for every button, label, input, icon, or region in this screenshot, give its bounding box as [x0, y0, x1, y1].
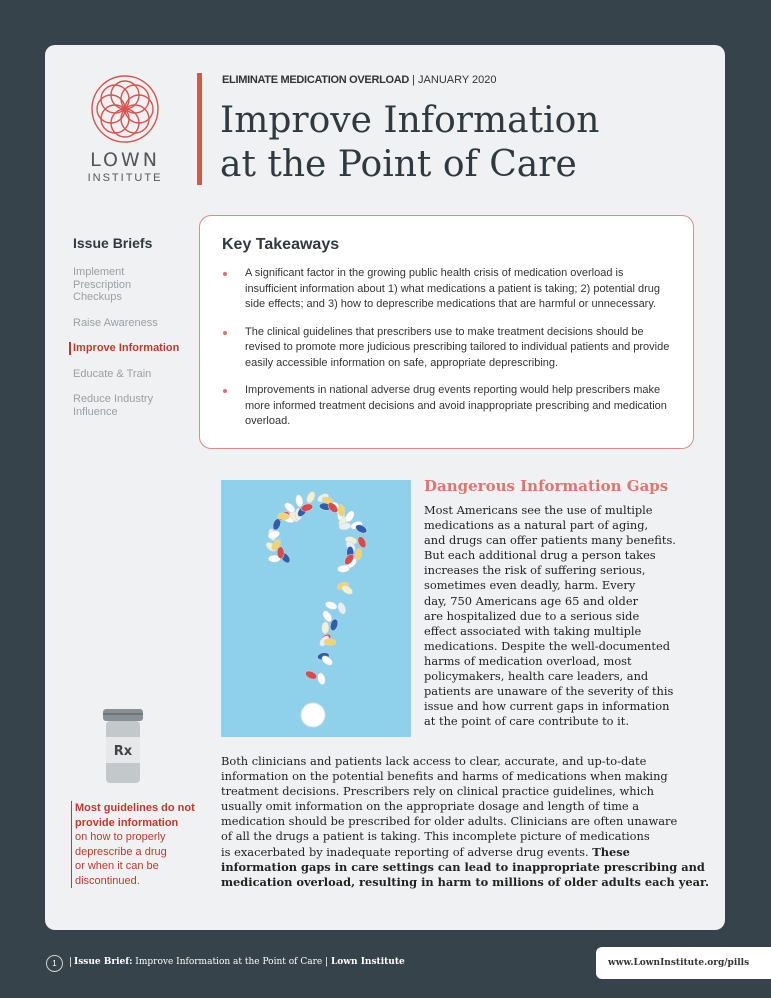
header-accent-bar: [197, 73, 202, 185]
flower-logo-icon: [89, 73, 161, 145]
text-line: harms of medication overload, most: [424, 653, 632, 668]
text-line: [221, 845, 709, 860]
text-segment: is exacerbated by inadequate reporting of adverse drug events.: [221, 844, 593, 859]
intro-paragraph: [424, 503, 676, 729]
footer-label-bold: Issue Brief:: [74, 957, 133, 967]
text-line: Both clinicians and patients lack access to clear, accurate, and up-to-date: [221, 754, 647, 768]
footer-label-text: Improve Information at the Point of Care |: [132, 957, 331, 967]
text-line: medications as a natural part of aging,: [424, 518, 649, 533]
takeaway-item: Improvements in national adverse drug events reporting would help prescribers make more informed treatment decisions and avoid inappropriate prescribing and medication overload.: [222, 383, 672, 430]
sidebar-item-reduce-industry-influence[interactable]: Reduce Industry Influence: [73, 393, 154, 418]
title-line-2: at the Point of Care: [220, 144, 577, 185]
pill-shape: [356, 535, 367, 549]
rx-label: Rx: [113, 744, 133, 759]
text-line: usually omit information on the appropriate dosage and length of time a: [221, 799, 640, 814]
pill-shape: [304, 669, 318, 680]
pill-shape: [295, 494, 304, 507]
pill-shape: [316, 672, 326, 685]
logo-name: LOWN: [90, 149, 160, 171]
bold-text-line: information gaps in care settings can lead to inappropriate prescribing and: [221, 859, 705, 874]
guidelines-callout: [71, 801, 195, 888]
website-link[interactable]: www.LownInstitute.org/pills: [596, 947, 771, 979]
pill-shape: [324, 600, 338, 611]
pill-shape: [336, 601, 347, 615]
sidebar-nav: [73, 266, 183, 431]
text-line: effect associated with taking multiple: [424, 623, 642, 638]
text-line: issue and how current gaps in information: [424, 699, 670, 714]
bold-text-line: medication overload, resulting in harm to millions of older adults each year.: [221, 874, 709, 889]
sidebar-heading: Issue Briefs: [73, 235, 153, 251]
footer-org: Lown Institute: [330, 957, 405, 967]
page-title: [220, 99, 700, 187]
page-card: [45, 45, 725, 930]
pill-shape: [305, 490, 317, 504]
callout-line: on how to properly: [75, 831, 166, 843]
pill-shape: [337, 565, 349, 573]
callout-line: or when it can be: [75, 860, 159, 872]
callout-line: deprescribe a drug: [75, 845, 167, 858]
pill-dot: [301, 703, 325, 727]
text-line: Most Americans see the use of multiple: [424, 503, 653, 517]
pill-shape: [321, 622, 329, 634]
text-line: treatment decisions. Prescribers rely on clinical practice guidelines, which: [221, 784, 654, 799]
bold-text-segment: These: [592, 844, 630, 859]
lown-logo[interactable]: [85, 73, 165, 184]
takeaways-list: [222, 266, 672, 442]
text-line: policymakers, health care leaders, and: [424, 669, 649, 684]
sidebar-item-educate-train[interactable]: Educate & Train: [73, 367, 152, 380]
pills-question-mark-photo: [221, 480, 411, 737]
text-line: increases the risk of suffering serious,: [424, 563, 646, 578]
footer-label: [70, 957, 405, 967]
pill-shape: [321, 609, 333, 623]
body-paragraph: [221, 754, 709, 890]
callout-bold-line: Most guidelines do not: [75, 802, 195, 814]
text-line: are hospitalized due to a serious side: [424, 608, 640, 623]
series-kicker: [222, 74, 497, 86]
key-takeaways-box: [199, 215, 694, 449]
text-line: day, 750 Americans age 65 and older: [424, 593, 639, 608]
pills-question-mark-icon: [221, 480, 411, 737]
title-line-1: Improve Information: [220, 100, 600, 141]
pill-shape: [324, 639, 336, 646]
page-number: 1: [46, 955, 63, 972]
text-line: patients are unaware of the severity of this: [424, 684, 674, 699]
text-line: But each additional drug a person takes: [424, 548, 656, 563]
callout-line: discontinued.: [75, 874, 140, 887]
callout-bold-line: provide information: [75, 816, 179, 829]
sidebar-item-raise-awareness[interactable]: Raise Awareness: [73, 316, 158, 329]
takeaway-item: A significant factor in the growing public health crisis of medication overload is insufficient information about 1) what medications a patient is taking; 2) potential drug side effects; and 3) how to deprescribe medications that are harmful or unnecessary.: [222, 266, 672, 313]
text-line: medications. Despite the well-documented: [424, 638, 670, 653]
series-date: | JANUARY 2020: [409, 74, 497, 86]
text-line: of all the drugs a patient is taking. This incomplete picture of medications: [221, 829, 650, 844]
section-heading: Dangerous Information Gaps: [424, 477, 669, 495]
pill-bottle-icon: [100, 707, 146, 792]
logo-subtitle: INSTITUTE: [87, 172, 163, 184]
text-line: sometimes even deadly, harm. Every: [424, 578, 636, 593]
sidebar-item-implement-prescription-checkups[interactable]: Implement Prescription Checkups: [73, 266, 132, 303]
takeaways-heading: Key Takeaways: [222, 236, 340, 253]
takeaway-item: The clinical guidelines that prescribers use to make treatment decisions should be revised to promote more judicious prescribing tailored to individual patients and provide easily accessible information on safe, appropriate deprescribing.: [222, 325, 672, 372]
text-line: information on the potential benefits and harms of medications when making: [221, 769, 668, 784]
text-line: at the point of care contribute to it.: [424, 714, 629, 729]
text-line: medication should be prescribed for older adults. Clinicians are often unaware: [221, 814, 678, 829]
text-line: and drugs can offer patients many benefits.: [424, 533, 676, 548]
sidebar-item-improve-information[interactable]: Improve Information: [69, 342, 183, 355]
series-name: ELIMINATE MEDICATION OVERLOAD: [222, 74, 410, 86]
